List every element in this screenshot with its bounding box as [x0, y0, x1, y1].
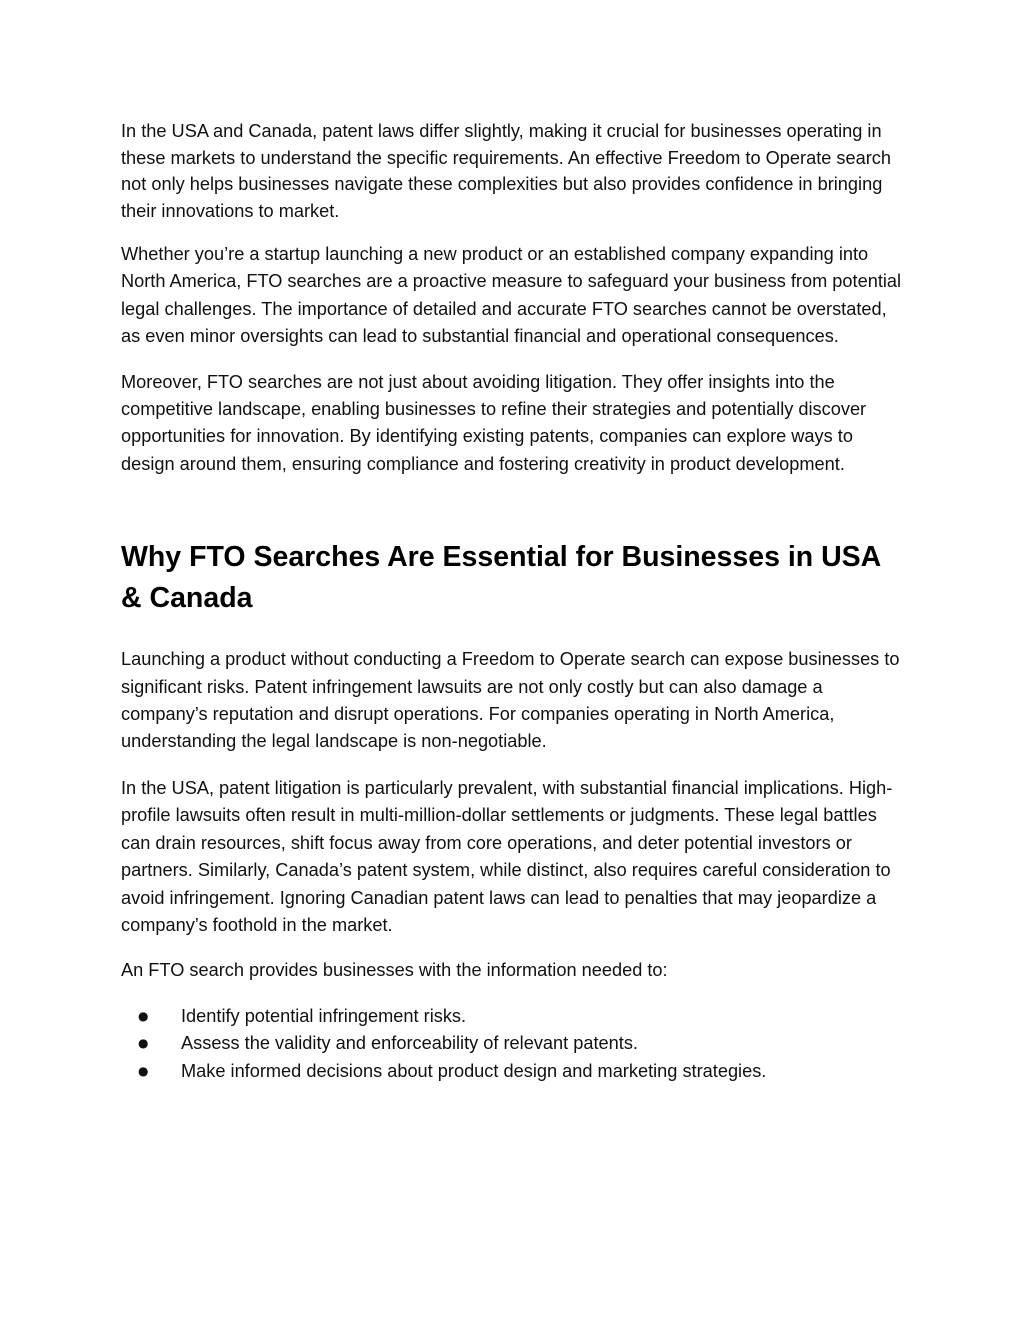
section-paragraph: An FTO search provides businesses with the information needed to:: [121, 960, 668, 981]
list-item-text: Assess the validity and enforceability of relevant patents.: [181, 1033, 638, 1054]
section-paragraph: In the USA, patent litigation is particularly prevalent, with substantial financial implications. High-profile lawsuits often result in multi-million-dollar settlements or judgments. These legal battles can drain resources, shift focus away from core operations, and deter potential investors or partners. Similarly, Canada’s patent system, while distinct, also requires careful consideration to avoid infringement. Ignoring Canadian patent laws can lead to penalties that may jeopardize a company’s foothold in the market.: [121, 777, 893, 935]
section-heading: Why FTO Searches Are Essential for Businesses in USA & Canada: [121, 541, 881, 615]
list-item-text: Make informed decisions about product design and marketing strategies.: [181, 1060, 767, 1081]
intro-paragraph: Moreover, FTO searches are not just about avoiding litigation. They offer insights into the competitive landscape, enabling businesses to refine their strategies and potentially discover opportunities for innovation. By identifying existing patents, companies can explore ways to design around them, ensuring compliance and fostering creativity in product development.: [121, 371, 867, 474]
benefits-list: [121, 1003, 907, 1085]
list-item: [121, 1003, 907, 1030]
bullet-icon: ●: [138, 1008, 149, 1023]
intro-paragraph: In the USA and Canada, patent laws differ slightly, making it crucial for businesses operating in these markets to understand the specific requirements. An effective Freedom to Operate search not only helps businesses navigate these complexities but also provides confidence in bringing their innovations to market.: [121, 121, 892, 221]
list-item-text: Identify potential infringement risks.: [181, 1005, 467, 1026]
section-paragraph: Launching a product without conducting a Freedom to Operate search can expose businesses to significant risks. Patent infringement lawsuits are not only costly but can also damage a company’s reputation and disrupt operations. For companies operating in North America, understanding the legal landscape is non-negotiable.: [121, 649, 900, 752]
bullet-icon: ●: [138, 1036, 149, 1051]
list-item: [121, 1058, 907, 1085]
intro-paragraph: Whether you’re a startup launching a new product or an established company expanding into North America, FTO searches are a proactive measure to safeguard your business from potential legal challenges. The importance of detailed and accurate FTO searches cannot be overstated, as even minor oversights can lead to substantial financial and operational consequences.: [121, 244, 902, 347]
bullet-icon: ●: [138, 1063, 149, 1078]
document-page: [121, 118, 907, 1085]
list-item: [121, 1030, 907, 1057]
